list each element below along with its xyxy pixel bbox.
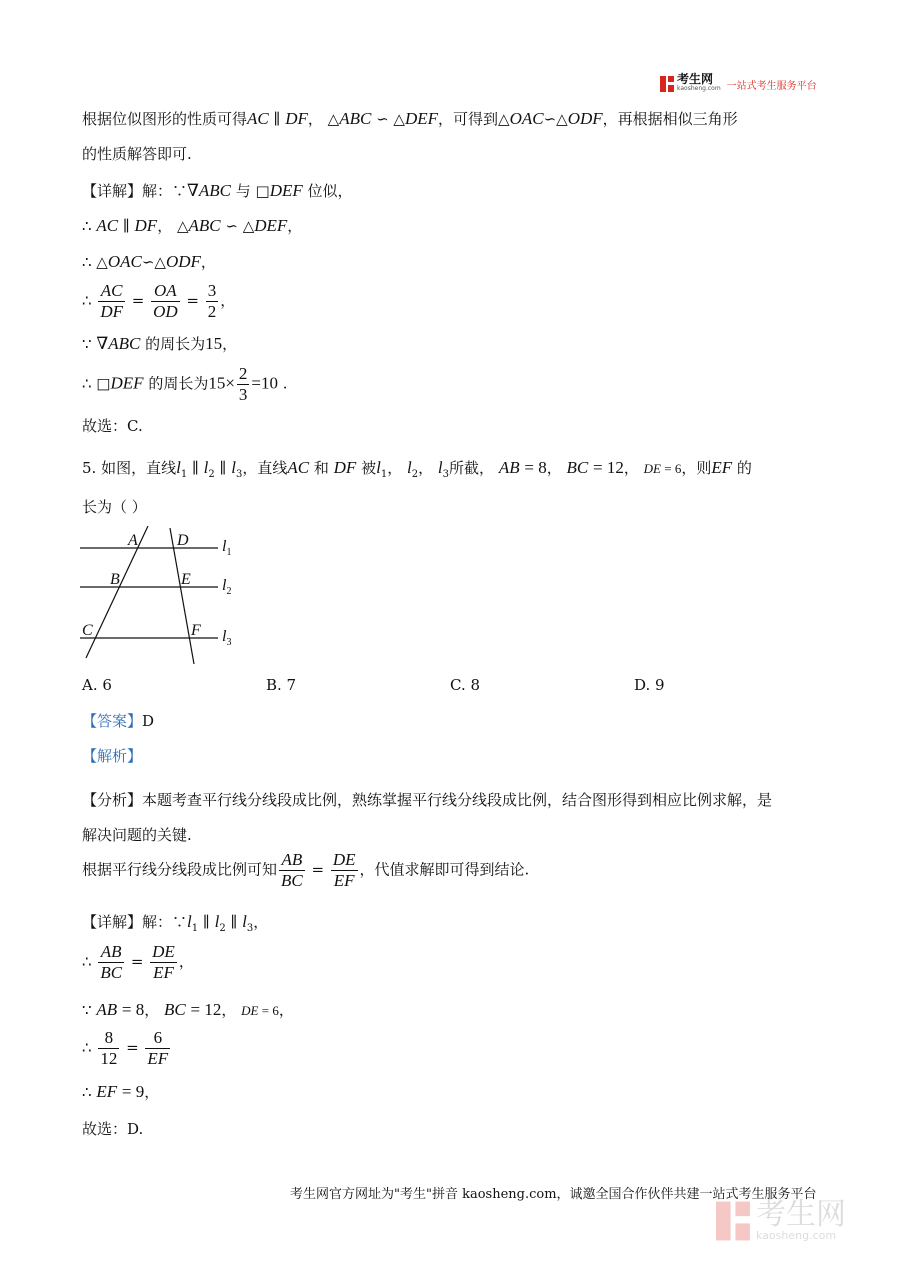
q5-stem-line-1: 5. 如图，直线$l_1$ ∥ $l_2$ ∥ $l_3$，直线AC 和 DF 被$l_1$， $l_2$， $l_3$所截， AB = 8， BC = 12， DE = 6，则EF 的 xyxy=(82,458,752,480)
option-d: D. 9 xyxy=(634,676,665,694)
q5-stem-line-2: 长为（ ） xyxy=(82,498,147,516)
label-c: C xyxy=(82,622,93,639)
answer-label: 【答案】 xyxy=(82,712,143,730)
detail2-line-3: ∵ AB = 8， BC = 12， DE = 6， xyxy=(82,1000,294,1019)
detail1-line-4: ∴ $\frac{AC}{DF}$ = $\frac{OA}{OD}$ = $\frac{3}{2}$ ， xyxy=(82,281,236,321)
detail2-line-4: ∴ $\frac{8}{12}$ = $\frac{6}{EF}$ xyxy=(82,1028,169,1068)
detail1-line-2: ∴ AC ∥ DF， △ABC ∽ △DEF， xyxy=(82,216,303,235)
detail1-conclusion: 故选：C. xyxy=(82,417,143,435)
watermark-text: 考生网 xyxy=(756,1197,846,1232)
intro-line-1: 根据位似图形的性质可得AC ∥ DF， △ABC ∽ △DEF，可得到△OAC∽△ODF，再根据相似三角形 xyxy=(82,109,738,128)
label-e: E xyxy=(181,571,191,588)
watermark xyxy=(716,1197,846,1242)
watermark-sub: kaosheng.com xyxy=(756,1229,837,1242)
footer-text: 考生网官方网址为"考生"拼音 kaosheng.com，诚邀全国合作伙伴共建一站式考生服务平台 xyxy=(290,1187,817,1202)
option-b: B. 7 xyxy=(266,676,297,694)
label-l3: $l_3$ xyxy=(222,628,232,648)
detail2-line-1: 【详解】解：$\because l_1$ ∥ $l_2$ ∥ $l_3$， xyxy=(82,912,269,934)
answer-line xyxy=(82,710,154,732)
logo-sub: kaosheng.com xyxy=(677,85,721,92)
option-a: A. 6 xyxy=(82,676,112,694)
detail1-line-5: ∵ ∇ABC 的周长为15， xyxy=(82,334,238,353)
label-b: B xyxy=(110,571,120,588)
intro-line-2: 的性质解答即可. xyxy=(82,145,192,163)
option-c: C. 8 xyxy=(450,676,481,694)
detail1-line-1: 【详解】解：∵∇ABC 与 □DEF 位似， xyxy=(82,181,353,200)
detail2-line-2: ∴ $\frac{AB}{BC}$ = $\frac{DE}{EF}$ ， xyxy=(82,942,194,982)
label-f: F xyxy=(191,622,201,639)
logo-icon xyxy=(660,76,674,92)
analysis-heading: 【解析】 xyxy=(82,747,143,765)
detail1-line-3: ∴ △OAC∽△ODF， xyxy=(82,252,216,271)
analysis-line-3: 根据平行线分线段成比例可知 $\frac{AB}{BC}$ = $\frac{DE}{EF}$ ，代值求解即可得到结论. xyxy=(82,850,530,890)
label-d: D xyxy=(177,532,189,549)
parallel-lines-figure xyxy=(78,526,248,666)
watermark-logo-icon xyxy=(716,1200,750,1242)
analysis-line-1: 【分析】本题考查平行线分线段成比例，熟练掌握平行线分线段成比例，结合图形得到相应比例求解，是 xyxy=(82,791,773,809)
label-a: A xyxy=(128,532,138,549)
label-l1: $l_1$ xyxy=(222,538,232,558)
logo-text: 考生网 xyxy=(677,72,714,86)
detail2-conclusion: 故选：D. xyxy=(82,1120,144,1138)
header-slogan: 一站式考生服务平台 xyxy=(726,80,817,92)
detail1-line-6: ∴ □DEF 的周长为15× $\frac{2}{3}$ =10 . xyxy=(82,364,288,404)
header-logo xyxy=(660,74,817,94)
label-l2: $l_2$ xyxy=(222,577,232,597)
answer-value: D xyxy=(142,712,155,730)
analysis-line-2: 解决问题的关键. xyxy=(82,826,192,844)
detail2-line-5: ∴ EF = 9， xyxy=(82,1082,160,1101)
